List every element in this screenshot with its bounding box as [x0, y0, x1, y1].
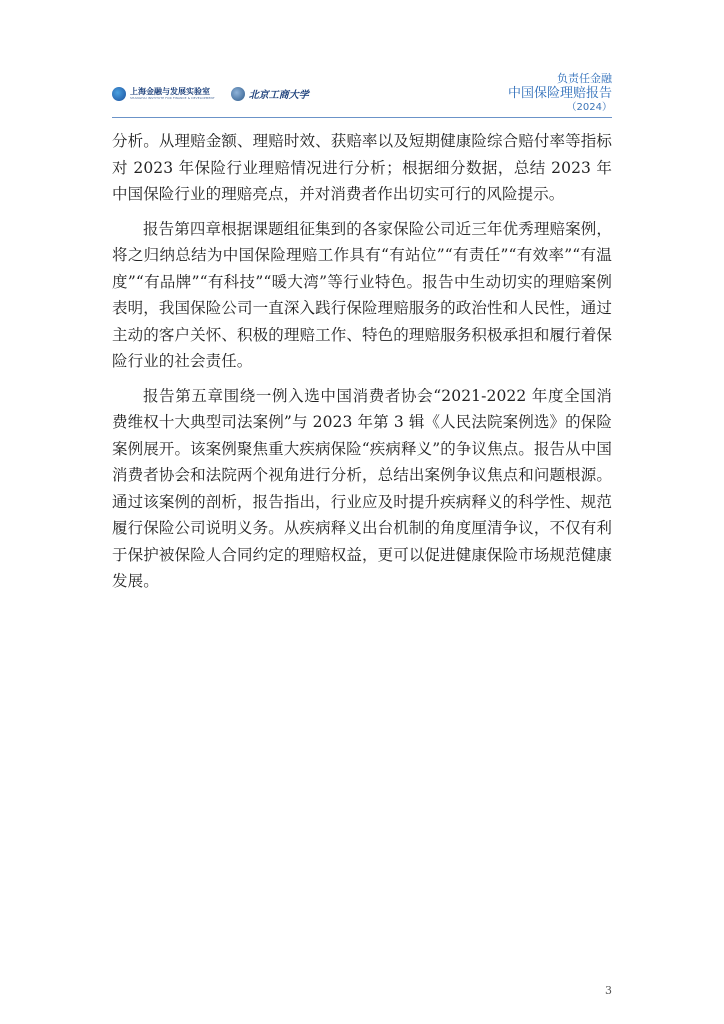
- report-title-line2: 中国保险理赔报告: [507, 86, 612, 101]
- report-title-year: （2024）: [566, 102, 612, 113]
- paragraph-2: 报告第四章根据课题组征集到的各家保险公司近三年优秀理赔案例，将之归纳总结为中国保险理赔工作具有“有站位”“有责任”“有效率”“有温度”“有品牌”“有科技”“暖大湾”等行业特色。报告中生动切实的理赔案例表明，我国保险公司一直深入践行保险理赔服务的政治性和人民性，通过主动的客户关怀、积极的理赔工作、特色的理赔服务积极承担和履行着保险行业的社会责任。: [112, 219, 612, 370]
- header-divider: [112, 117, 612, 118]
- logo-btbu: [231, 86, 309, 101]
- logo2-cn-text: 北京工商大学: [248, 90, 309, 101]
- body-text: [112, 128, 612, 603]
- globe-logo-icon: [112, 87, 126, 101]
- page-header: [0, 0, 724, 118]
- page-number: 3: [605, 984, 612, 997]
- paragraph-1: 分析。从理赔金额、理赔时效、获赔率以及短期健康险综合赔付率等指标对 2023 年保险行业理赔情况进行分析；根据细分数据，总结 2023 年中国保险行业的理赔亮点，并对消费者作出切实可行的风险提示。: [112, 132, 612, 203]
- university-seal-icon: [231, 87, 245, 101]
- logo1-cn-text: 上海金融与发展实验室: [130, 87, 210, 96]
- paragraph-3: 报告第五章围绕一例入选中国消费者协会“2021-2022 年度全国消费维权十大典型司法案例”与 2023 年第 3 辑《人民法院案例选》的保险案例展开。该案例聚焦重大疾病保险“疾病释义”的争议焦点。报告从中国消费者协会和法院两个视角进行分析，总结出案例争议焦点和问题根源。通过该案例的剖析，报告指出，行业应及时提升疾病释义的科学性、规范履行保险公司说明义务。从疾病释义出台机制的角度厘清争议，不仅有利于保护被保险人合同约定的理赔权益，更可以促进健康保险市场规范健康发展。: [112, 386, 612, 590]
- logo1-en-text: SHANGHAI INSTITUTE FOR FINANCE & DEVELOPMENT: [130, 96, 215, 100]
- logo-shanghai-institute: [112, 87, 215, 101]
- report-title-block: [508, 72, 612, 114]
- logo-group: [112, 86, 309, 101]
- report-title-line1: 负责任金融: [557, 72, 612, 85]
